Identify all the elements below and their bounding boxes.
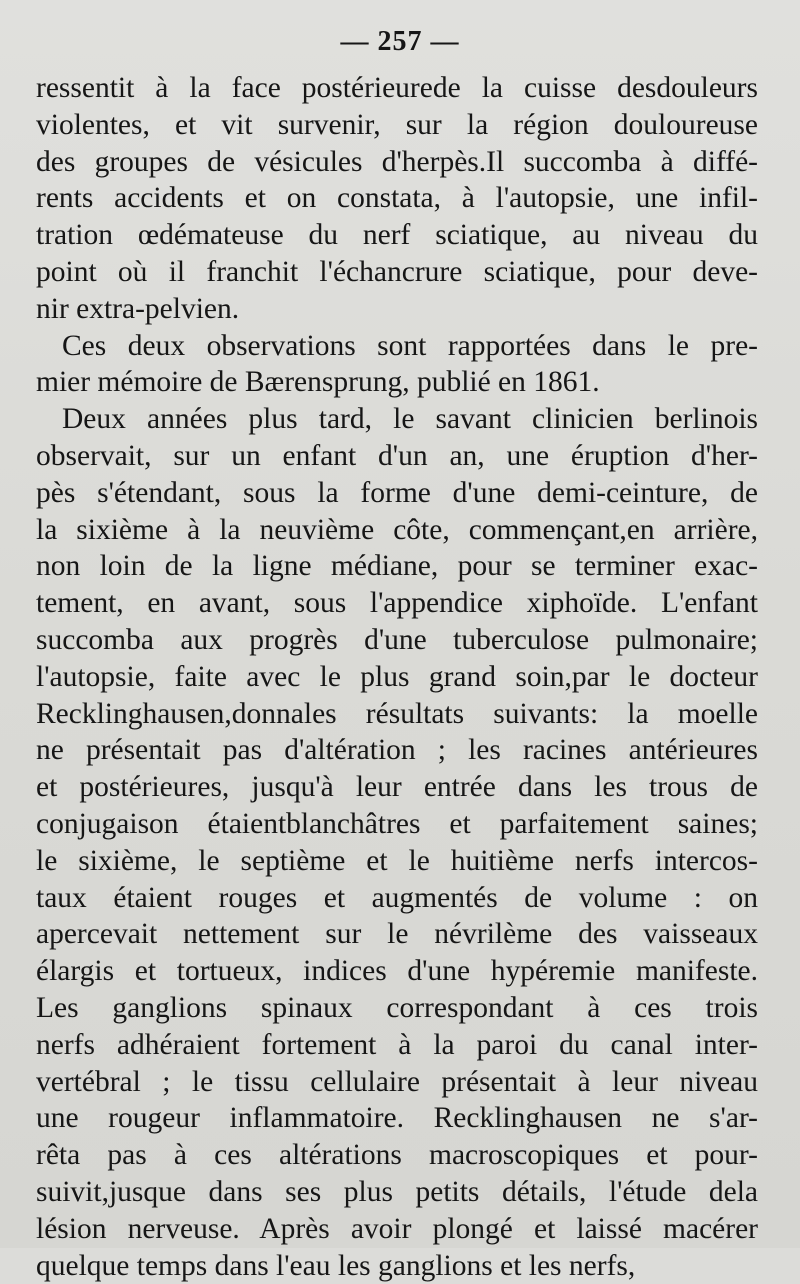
- text-line: ressentit à la face postérieurede la cuisse desdouleurs: [36, 70, 758, 107]
- text-line: rents accidents et on constata, à l'autopsie, une infil-: [36, 180, 758, 217]
- text-line: l'autopsie, faite avec le plus grand soin,par le docteur: [36, 659, 758, 696]
- text-line: succomba aux progrès d'une tuberculose pulmonaire;: [36, 622, 758, 659]
- text-line: tration œdémateuse du nerf sciatique, au niveau du: [36, 217, 758, 254]
- text-line: la sixième à la neuvième côte, commençant,en arrière,: [36, 512, 758, 549]
- text-line: Ces deux observations sont rapportées dans le pre-: [36, 328, 758, 365]
- text-line: quelque temps dans l'eau les ganglions et les nerfs,: [36, 1248, 758, 1284]
- text-line: une rougeur inflammatoire. Recklinghausen ne s'ar-: [36, 1100, 758, 1137]
- paragraph-3: [36, 401, 758, 1284]
- text-line: Les ganglions spinaux correspondant à ces trois: [36, 990, 758, 1027]
- text-line: taux étaient rouges et augmentés de volume : on: [36, 880, 758, 917]
- text-line: Deux années plus tard, le savant clinicien berlinois: [36, 401, 758, 438]
- text-line: point où il franchit l'échancrure sciatique, pour deve-: [36, 254, 758, 291]
- text-line: le sixième, le septième et le huitième nerfs intercos-: [36, 843, 758, 880]
- text-line: observait, sur un enfant d'un an, une éruption d'her-: [36, 438, 758, 475]
- text-line: rêta pas à ces altérations macroscopiques et pour-: [36, 1137, 758, 1174]
- text-line: des groupes de vésicules d'herpès.Il succomba à diffé-: [36, 144, 758, 181]
- text-line: apercevait nettement sur le névrilème des vaisseaux: [36, 916, 758, 953]
- text-line: violentes, et vit survenir, sur la région douloureuse: [36, 107, 758, 144]
- paragraph-1: [36, 70, 758, 328]
- text-line: nerfs adhéraient fortement à la paroi du canal inter-: [36, 1027, 758, 1064]
- page-number: — 257 —: [0, 26, 800, 58]
- paragraph-2: [36, 328, 758, 402]
- text-line: tement, en avant, sous l'appendice xiphoïde. L'enfant: [36, 585, 758, 622]
- text-line: et postérieures, jusqu'à leur entrée dans les trous de: [36, 769, 758, 806]
- text-line: conjugaison étaientblanchâtres et parfaitement saines;: [36, 806, 758, 843]
- text-line: ne présentait pas d'altération ; les racines antérieures: [36, 732, 758, 769]
- text-line: élargis et tortueux, indices d'une hypéremie manifeste.: [36, 953, 758, 990]
- text-line: pès s'étendant, sous la forme d'une demi-ceinture, de: [36, 475, 758, 512]
- text-line: Recklinghausen,donnales résultats suivants: la moelle: [36, 696, 758, 733]
- text-line: suivit,jusque dans ses plus petits détails, l'étude dela: [36, 1174, 758, 1211]
- text-line: vertébral ; le tissu cellulaire présentait à leur niveau: [36, 1064, 758, 1101]
- text-line: lésion nerveuse. Après avoir plongé et laissé macérer: [36, 1211, 758, 1248]
- text-line: mier mémoire de Bærensprung, publié en 1861.: [36, 364, 758, 401]
- body-text: [36, 70, 758, 1284]
- text-line: non loin de la ligne médiane, pour se terminer exac-: [36, 548, 758, 585]
- text-line: nir extra-pelvien.: [36, 291, 758, 328]
